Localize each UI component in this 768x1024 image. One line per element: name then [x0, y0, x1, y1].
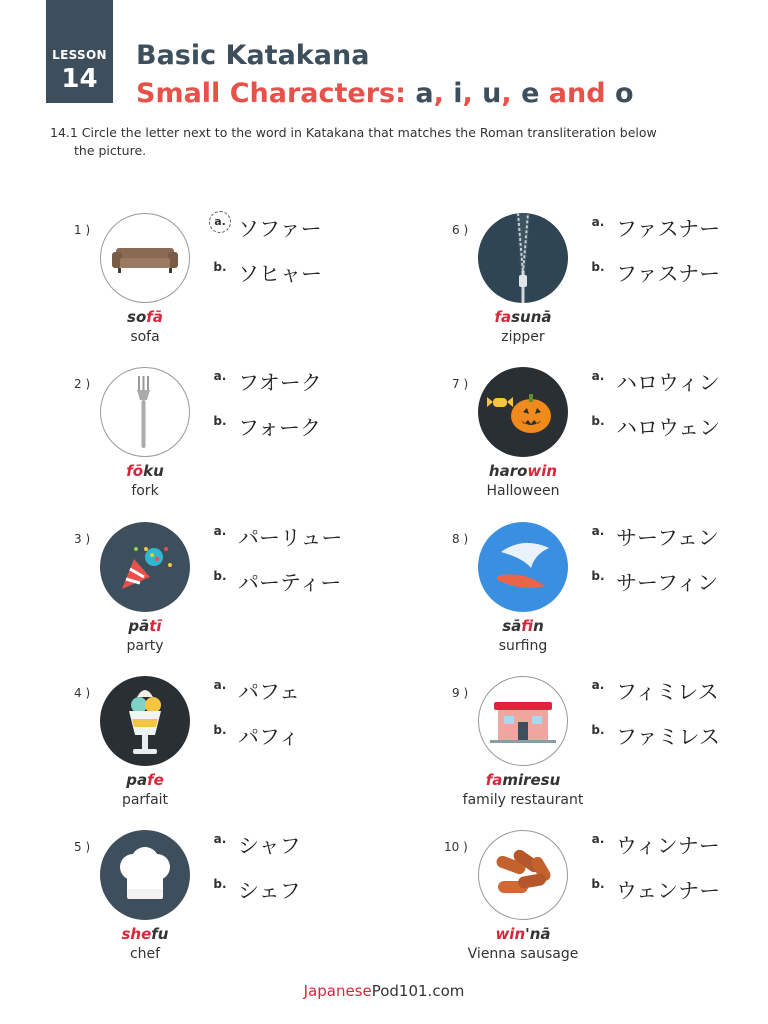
option-b[interactable]	[210, 567, 410, 597]
english-label: Halloween	[486, 483, 560, 499]
english-label: party	[126, 638, 164, 654]
option-a[interactable]	[210, 522, 410, 552]
english-label: parfait	[121, 792, 169, 808]
sausage-icon	[478, 830, 568, 920]
romaji-highlight: fa	[494, 308, 512, 326]
option-letter-a[interactable]: a.	[213, 524, 227, 538]
question-item-6	[452, 213, 768, 363]
fork-icon	[100, 367, 190, 457]
romaji-part: pā	[128, 617, 150, 635]
romaji-part: fu	[151, 925, 169, 943]
option-letter-b[interactable]: b.	[591, 569, 605, 583]
option-kana: ファスナー	[616, 262, 721, 286]
footer-brand-dark[interactable]: Pod101.com	[371, 982, 465, 1000]
option-kana: ファミレス	[616, 725, 720, 749]
option-letter-a[interactable]: a.	[591, 215, 605, 229]
option-letter-b[interactable]: b.	[213, 723, 227, 737]
subtitle-char-u: u	[482, 78, 502, 109]
option-letter-b[interactable]: b.	[213, 877, 227, 891]
footer-brand-red[interactable]: Japanese	[303, 982, 372, 1000]
question-number: 6 )	[452, 223, 469, 237]
option-b[interactable]	[588, 875, 768, 905]
romaji-label	[452, 462, 594, 480]
romaji-highlight: win	[527, 462, 558, 480]
romaji-part: haro	[488, 462, 528, 480]
question-number: 2 )	[74, 377, 91, 391]
romaji-highlight: fā	[146, 308, 163, 326]
surfboard-icon	[478, 522, 568, 612]
option-a[interactable]	[210, 676, 410, 706]
comma: ,	[501, 78, 512, 109]
romaji-label	[74, 925, 216, 943]
option-a[interactable]	[210, 367, 410, 397]
option-b[interactable]	[588, 567, 768, 597]
option-kana: パフィ	[238, 725, 300, 749]
question-item-2	[74, 367, 404, 517]
question-item-10	[444, 830, 768, 980]
option-kana: フィミレス	[616, 680, 719, 704]
lesson-number: 14	[61, 64, 98, 94]
romaji-part: 'nā	[525, 925, 551, 943]
romaji-label	[74, 308, 216, 326]
question-item-7	[452, 367, 768, 517]
english-label: chef	[129, 946, 161, 962]
option-letter-b[interactable]: b.	[591, 877, 605, 891]
question-item-8	[452, 522, 768, 672]
option-kana: サーフェン	[616, 526, 719, 550]
option-letter-b[interactable]: b.	[591, 723, 605, 737]
question-item-9	[452, 676, 768, 826]
instruction-line2: the picture.	[74, 143, 147, 158]
zipper-icon	[478, 213, 568, 303]
option-kana: ウェンナー	[616, 879, 721, 903]
english-label: surfing	[498, 638, 548, 654]
romaji-part: so	[127, 308, 147, 326]
option-b[interactable]	[588, 258, 768, 288]
subtitle-char-o: o	[614, 78, 634, 109]
option-letter-b[interactable]: b.	[213, 569, 227, 583]
option-b[interactable]	[210, 412, 410, 442]
page-subtitle	[136, 78, 634, 109]
subtitle-char-a: a	[415, 78, 434, 109]
romaji-label	[74, 771, 216, 789]
romaji-highlight: she	[121, 925, 152, 943]
romaji-highlight: tī	[149, 617, 162, 635]
option-letter-a[interactable]: a.	[591, 369, 605, 383]
option-kana: サーフィン	[616, 571, 719, 595]
option-letter-b[interactable]: b.	[591, 260, 605, 274]
instruction-text	[50, 124, 670, 160]
option-letter-b[interactable]: b.	[213, 260, 227, 274]
option-kana: ファスナー	[616, 217, 721, 241]
question-item-3	[74, 522, 404, 672]
sofa-icon	[100, 213, 190, 303]
romaji-label	[74, 462, 216, 480]
romaji-highlight: fe	[147, 771, 164, 789]
pumpkin-icon	[478, 367, 568, 457]
romaji-label	[452, 925, 594, 943]
option-letter-a[interactable]: a.	[213, 832, 227, 846]
english-label: zipper	[501, 329, 545, 345]
option-letter-a-circled[interactable]: a.	[209, 211, 231, 233]
page-title: Basic Katakana	[136, 40, 370, 71]
romaji-part: ku	[143, 462, 164, 480]
romaji-part: sunā	[511, 308, 552, 326]
romaji-part: pa	[126, 771, 148, 789]
question-item-1	[74, 213, 404, 363]
romaji-highlight: fi	[521, 617, 534, 635]
option-kana: ソファー	[238, 217, 322, 241]
option-a[interactable]	[588, 522, 768, 552]
option-kana: ウィンナー	[616, 834, 720, 858]
footer-brand[interactable]	[0, 982, 768, 1000]
option-letter-a[interactable]: a.	[591, 524, 605, 538]
option-a[interactable]	[588, 676, 768, 706]
chef-hat-icon	[100, 830, 190, 920]
party-icon	[100, 522, 190, 612]
question-item-5	[74, 830, 404, 980]
question-number: 7 )	[452, 377, 469, 391]
option-letter-b[interactable]: b.	[591, 414, 605, 428]
parfait-icon	[100, 676, 190, 766]
option-b[interactable]	[588, 412, 768, 442]
option-b[interactable]	[210, 875, 410, 905]
romaji-label	[452, 308, 594, 326]
option-kana: ハロウィン	[616, 371, 720, 395]
option-b[interactable]	[588, 721, 768, 751]
option-a[interactable]	[210, 213, 410, 243]
option-letter-a[interactable]: a.	[591, 678, 605, 692]
option-kana: ソヒャー	[238, 262, 322, 286]
option-a[interactable]	[588, 830, 768, 860]
subtitle-char-i: i	[453, 78, 463, 109]
question-number: 9 )	[452, 686, 469, 700]
option-letter-a[interactable]: a.	[213, 369, 227, 383]
question-item-4	[74, 676, 404, 826]
romaji-part: n	[533, 617, 544, 635]
question-number: 5 )	[74, 840, 91, 854]
option-b[interactable]	[210, 258, 410, 288]
romaji-label	[452, 771, 594, 789]
lesson-badge	[46, 0, 113, 103]
option-kana: シェフ	[238, 879, 301, 903]
english-label: sofa	[130, 329, 160, 345]
instruction-line1: 14.1 Circle the letter next to the word in Katakana that matches the Roman transliteration below	[50, 125, 657, 140]
romaji-part: miresu	[502, 771, 561, 789]
question-number: 3 )	[74, 532, 91, 546]
question-number: 4 )	[74, 686, 91, 700]
option-letter-b[interactable]: b.	[213, 414, 227, 428]
option-kana: フォーク	[238, 416, 321, 440]
subtitle-and: and	[548, 78, 606, 109]
romaji-label	[452, 617, 594, 635]
option-letter-a[interactable]: a.	[591, 832, 605, 846]
romaji-highlight: win	[495, 925, 526, 943]
subtitle-char-e: e	[521, 78, 540, 109]
romaji-highlight: fa	[485, 771, 503, 789]
option-letter-a[interactable]: a.	[213, 678, 227, 692]
comma: ,	[462, 78, 473, 109]
option-kana: パーティー	[238, 571, 342, 595]
option-kana: ハロウェン	[616, 416, 721, 440]
option-b[interactable]	[210, 721, 410, 751]
question-number: 8 )	[452, 532, 469, 546]
option-kana: フオーク	[238, 371, 322, 395]
lesson-label: LESSON	[52, 48, 107, 62]
english-label: Vienna sausage	[467, 946, 579, 962]
romaji-part: sā	[502, 617, 522, 635]
option-kana: シャフ	[238, 834, 301, 858]
english-label: family restaurant	[462, 792, 584, 808]
romaji-highlight: fō	[126, 462, 144, 480]
option-kana: パフェ	[238, 680, 300, 704]
english-label: fork	[131, 483, 159, 499]
comma: ,	[433, 78, 444, 109]
option-a[interactable]	[210, 830, 410, 860]
romaji-label	[74, 617, 216, 635]
option-a[interactable]	[588, 367, 768, 397]
option-a[interactable]	[588, 213, 768, 243]
question-number: 10 )	[444, 840, 468, 854]
question-number: 1 )	[74, 223, 91, 237]
option-kana: パーリュー	[238, 526, 343, 550]
restaurant-icon	[478, 676, 568, 766]
subtitle-prefix: Small Characters:	[136, 78, 406, 109]
